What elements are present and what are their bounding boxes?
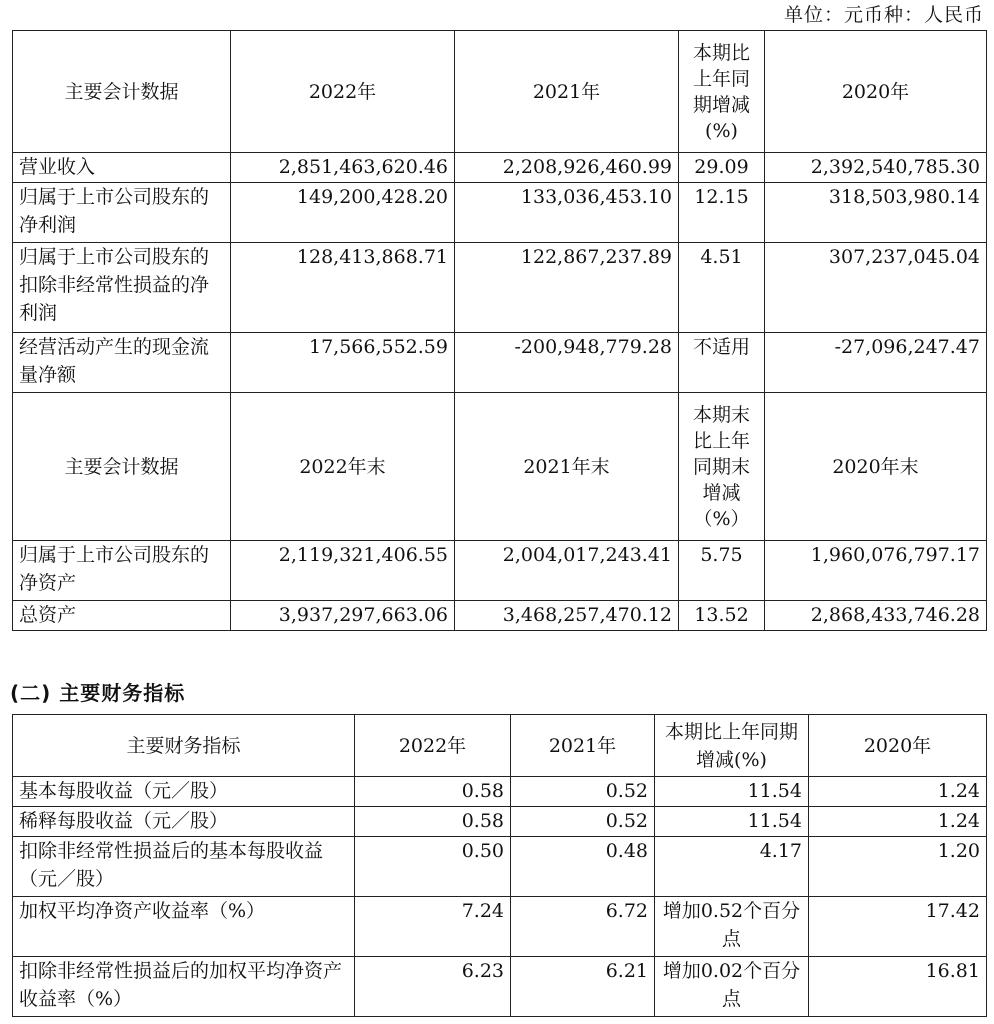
value-change: 11.54 <box>655 777 809 807</box>
header-2020: 2020年 <box>809 715 987 777</box>
value-2022: 2,851,463,620.46 <box>231 153 455 183</box>
row-label: 营业收入 <box>13 153 231 183</box>
value-2021: 122,867,237.89 <box>455 243 679 333</box>
row-label: 归属于上市公司股东的净利润 <box>13 183 231 243</box>
table-row <box>13 897 987 957</box>
value-2022: 149,200,428.20 <box>231 183 455 243</box>
header-2020: 2020年 <box>765 31 987 153</box>
table-row <box>13 837 987 897</box>
table-row <box>13 601 987 631</box>
header-change: 本期比上年同期增减(%) <box>679 31 765 153</box>
row-label: 总资产 <box>13 601 231 631</box>
value-2022: 17,566,552.59 <box>231 333 455 393</box>
unit-currency-note: 单位：元币种：人民币 <box>783 4 984 26</box>
value-2020: 2,868,433,746.28 <box>765 601 987 631</box>
value-2022: 6.23 <box>355 957 511 1017</box>
table-header-row <box>13 31 987 153</box>
value-2021: 133,036,453.10 <box>455 183 679 243</box>
value-change: 13.52 <box>679 601 765 631</box>
value-2020: 1.24 <box>809 807 987 837</box>
value-2020: 1,960,076,797.17 <box>765 541 987 601</box>
value-2021: 0.52 <box>511 777 655 807</box>
value-2020: 318,503,980.14 <box>765 183 987 243</box>
value-2020: 307,237,045.04 <box>765 243 987 333</box>
header-2021: 2021年 <box>511 715 655 777</box>
financial-indicators-table <box>12 714 987 1017</box>
header-label: 主要会计数据 <box>13 31 231 153</box>
value-2020: -27,096,247.47 <box>765 333 987 393</box>
value-2022: 0.58 <box>355 807 511 837</box>
value-change: 12.15 <box>679 183 765 243</box>
row-label: 归属于上市公司股东的净资产 <box>13 541 231 601</box>
row-label: 扣除非经常性损益后的加权平均净资产收益率（%） <box>13 957 355 1017</box>
value-2020: 1.20 <box>809 837 987 897</box>
value-2022: 0.50 <box>355 837 511 897</box>
table-row <box>13 243 987 333</box>
row-label: 扣除非经常性损益后的基本每股收益（元／股） <box>13 837 355 897</box>
header-change: 本期比上年同期增减(%) <box>655 715 809 777</box>
value-2021: 6.72 <box>511 897 655 957</box>
header-2021-end: 2021年末 <box>455 393 679 541</box>
value-change: 4.51 <box>679 243 765 333</box>
value-change: 11.54 <box>655 807 809 837</box>
value-2022: 2,119,321,406.55 <box>231 541 455 601</box>
value-2022: 7.24 <box>355 897 511 957</box>
value-2022: 0.58 <box>355 777 511 807</box>
value-2020: 2,392,540,785.30 <box>765 153 987 183</box>
row-label: 稀释每股收益（元／股） <box>13 807 355 837</box>
table-row <box>13 541 987 601</box>
header-label: 主要财务指标 <box>13 715 355 777</box>
row-label: 基本每股收益（元／股） <box>13 777 355 807</box>
value-2021: 2,208,926,460.99 <box>455 153 679 183</box>
table-header-row <box>13 393 987 541</box>
value-2021: 0.52 <box>511 807 655 837</box>
table-row <box>13 183 987 243</box>
value-change: 29.09 <box>679 153 765 183</box>
value-2021: 2,004,017,243.41 <box>455 541 679 601</box>
accounting-data-table <box>12 30 987 631</box>
header-2022: 2022年 <box>355 715 511 777</box>
value-change: 增加0.02个百分点 <box>655 957 809 1017</box>
value-2021: -200,948,779.28 <box>455 333 679 393</box>
header-2020-end: 2020年末 <box>765 393 987 541</box>
row-label: 加权平均净资产收益率（%） <box>13 897 355 957</box>
value-change: 4.17 <box>655 837 809 897</box>
value-change: 5.75 <box>679 541 765 601</box>
row-label: 经营活动产生的现金流量净额 <box>13 333 231 393</box>
header-label: 主要会计数据 <box>13 393 231 541</box>
value-2020: 17.42 <box>809 897 987 957</box>
value-2021: 0.48 <box>511 837 655 897</box>
value-change: 增加0.52个百分点 <box>655 897 809 957</box>
value-2022: 3,937,297,663.06 <box>231 601 455 631</box>
table-row <box>13 153 987 183</box>
header-2021: 2021年 <box>455 31 679 153</box>
value-2020: 16.81 <box>809 957 987 1017</box>
table-row <box>13 957 987 1017</box>
header-2022-end: 2022年末 <box>231 393 455 541</box>
value-2022: 128,413,868.71 <box>231 243 455 333</box>
section-title: (二) 主要财务指标 <box>10 681 186 705</box>
value-2021: 3,468,257,470.12 <box>455 601 679 631</box>
table-row <box>13 333 987 393</box>
header-2022: 2022年 <box>231 31 455 153</box>
row-label: 归属于上市公司股东的扣除非经常性损益的净利润 <box>13 243 231 333</box>
value-2020: 1.24 <box>809 777 987 807</box>
table-row <box>13 807 987 837</box>
value-change: 不适用 <box>679 333 765 393</box>
header-change-end: 本期末比上年同期末增减（%） <box>679 393 765 541</box>
value-2021: 6.21 <box>511 957 655 1017</box>
table-header-row <box>13 715 987 777</box>
table-row <box>13 777 987 807</box>
